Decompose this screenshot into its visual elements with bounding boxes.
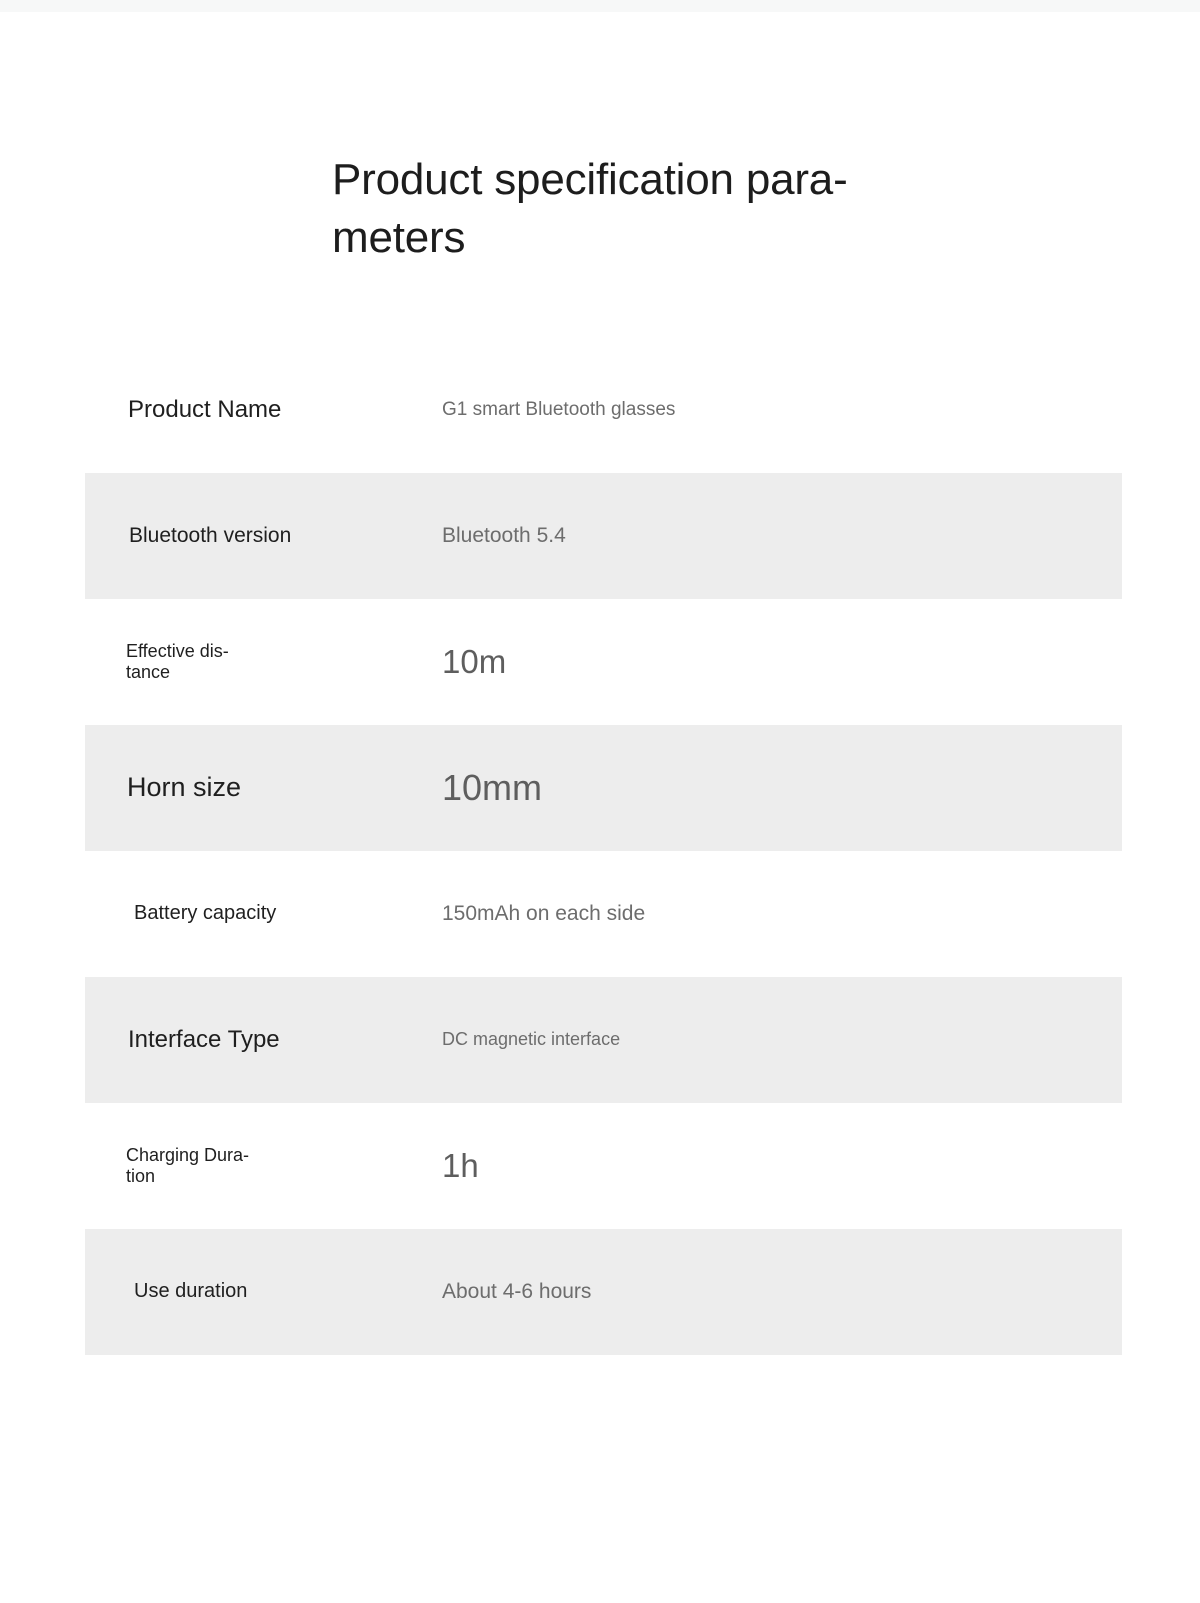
page-title: Product specification para- meters <box>332 155 848 263</box>
spec-label: Horn size <box>127 772 242 803</box>
table-row <box>0 977 1200 1103</box>
table-row <box>0 599 1200 725</box>
spec-value: G1 smart Bluetooth glasses <box>442 398 676 420</box>
row-cells <box>0 765 1200 812</box>
spec-value: 150mAh on each side <box>442 902 646 926</box>
spec-label: Use duration <box>134 1280 248 1303</box>
table-row <box>0 1103 1200 1229</box>
row-cells <box>0 395 1200 425</box>
top-strip <box>0 0 1200 12</box>
spec-label: Battery capacity <box>134 902 277 925</box>
spec-value: Bluetooth 5.4 <box>442 524 566 548</box>
spec-label: Bluetooth version <box>129 523 292 547</box>
spec-label: Product Name <box>128 396 282 423</box>
spec-value: 1h <box>442 1146 479 1184</box>
spec-value: DC magnetic interface <box>442 1029 621 1050</box>
spec-value: About 4-6 hours <box>442 1280 592 1304</box>
spec-value: 10mm <box>442 766 543 808</box>
table-row <box>0 851 1200 977</box>
table-row <box>0 347 1200 473</box>
spec-value: 10m <box>442 642 507 680</box>
row-cells <box>0 1145 1200 1188</box>
table-row <box>0 1229 1200 1355</box>
table-row <box>0 473 1200 599</box>
spec-label: Charging Dura- tion <box>126 1144 250 1186</box>
row-cells <box>0 641 1200 684</box>
table-row <box>0 725 1200 851</box>
row-cells <box>0 1025 1200 1055</box>
spec-label: Effective dis- tance <box>126 640 229 682</box>
row-cells <box>0 522 1200 549</box>
row-cells <box>0 900 1200 927</box>
specification-table <box>0 347 1200 1355</box>
spec-label: Interface Type <box>128 1026 280 1053</box>
row-cells <box>0 1278 1200 1305</box>
